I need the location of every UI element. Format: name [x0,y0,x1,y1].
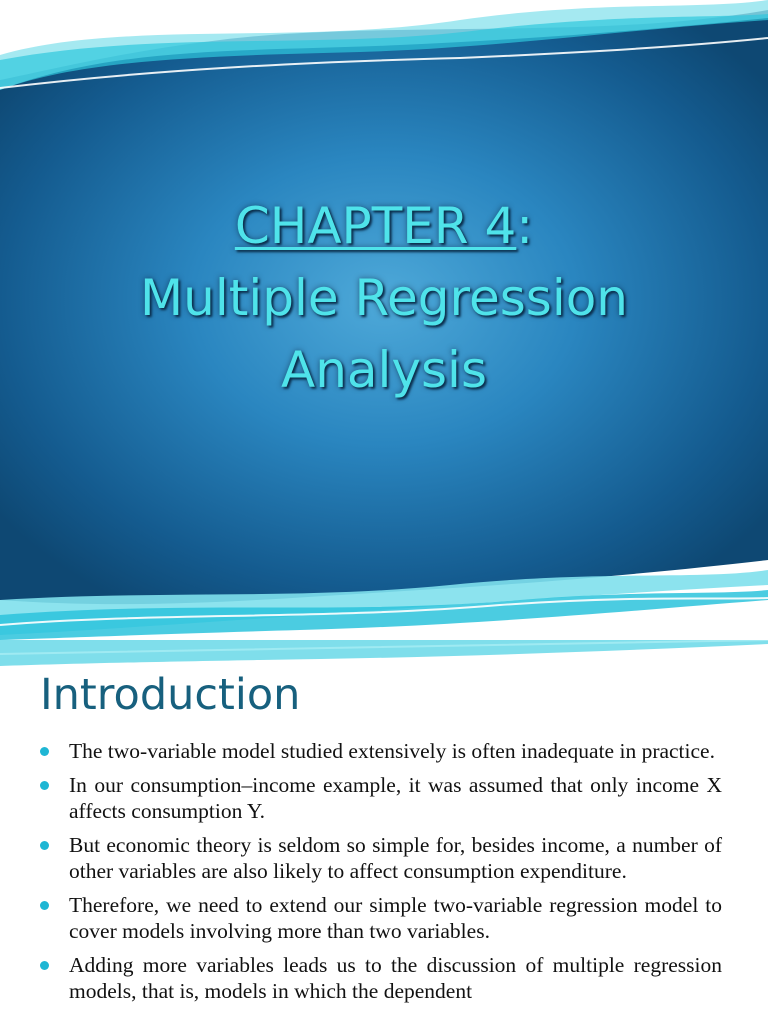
bullet-text: Therefore, we need to extend our simple two-variable regression model to cover models involving more than two variables. [69,893,722,943]
title-line-1 [0,190,768,262]
bullet-text: The two-variable model studied extensively is often inadequate in practice. [69,739,715,763]
chapter-colon: : [516,197,534,255]
bullet-item [40,952,722,1004]
intro-heading: Introduction [40,670,301,720]
bullet-text: But economic theory is seldom so simple for, besides income, a number of other variables are also likely to affect consumption expenditure. [69,833,722,883]
bullet-item [40,738,722,764]
bullet-list [40,738,722,1012]
bullet-icon [40,961,49,970]
intro-slide [0,640,768,1024]
bullet-item [40,892,722,944]
bullet-icon [40,841,49,850]
bullet-icon [40,781,49,790]
bullet-icon [40,901,49,910]
bullet-icon [40,747,49,756]
slide-title [0,190,768,406]
title-line-3: Analysis [280,341,487,399]
bullet-item [40,772,722,824]
bullet-text: Adding more variables leads us to the discussion of multiple regression models, that is, models in which the dependent [69,953,722,1003]
chapter-label: CHAPTER 4 [234,197,517,255]
bullet-item [40,832,722,884]
title-line-2: Multiple Regression [140,269,628,327]
bullet-text: In our consumption–income example, it was assumed that only income X affects consumption Y. [69,773,722,823]
